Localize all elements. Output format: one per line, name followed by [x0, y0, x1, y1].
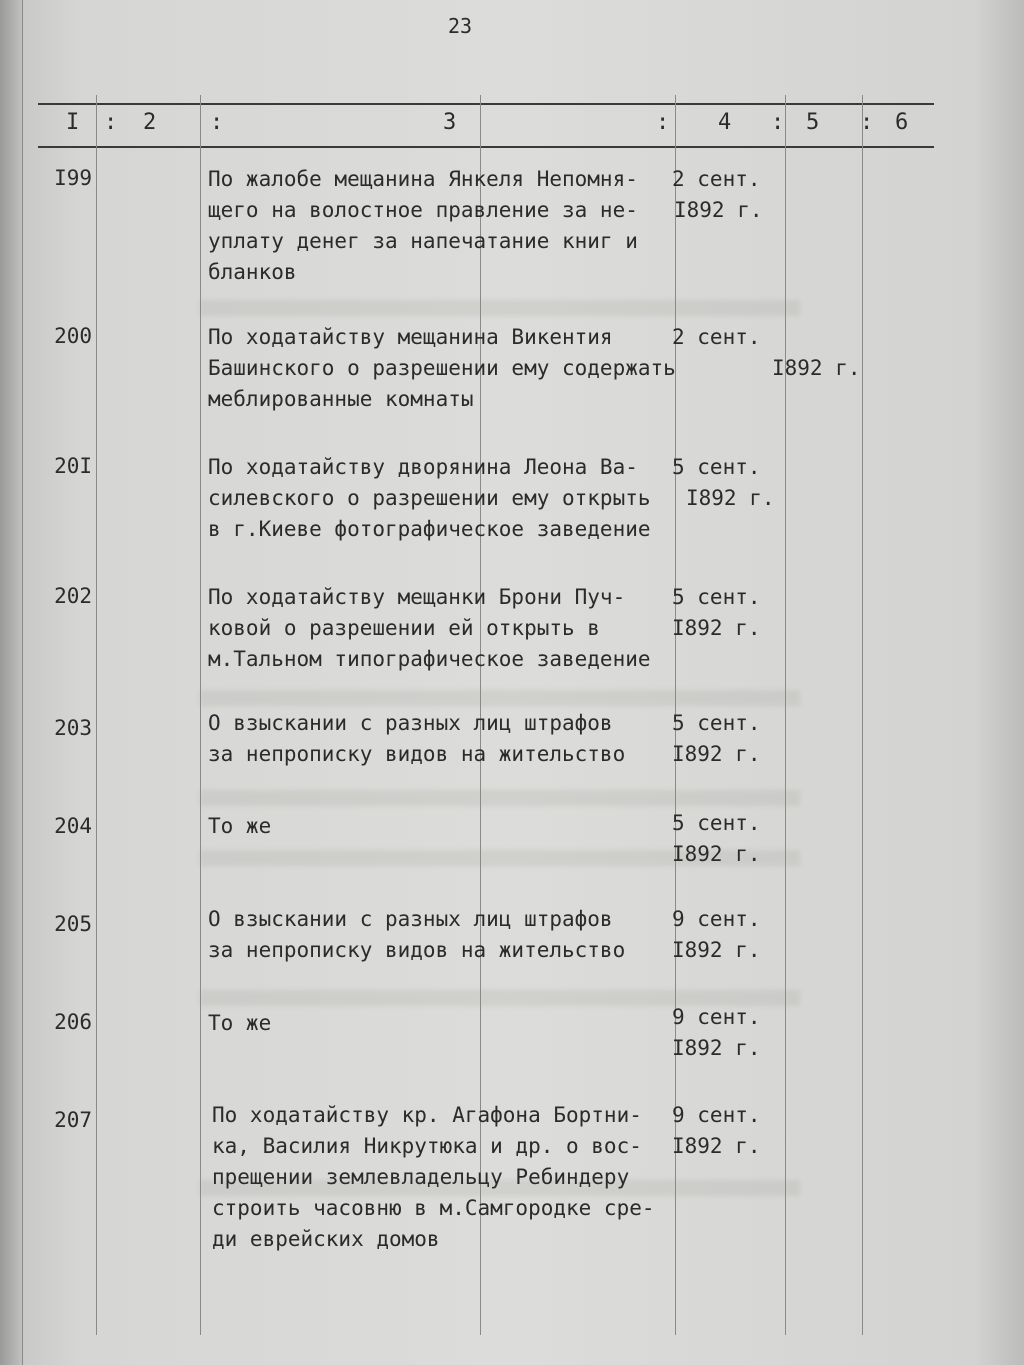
entry-date: 9 сент. I892 г.	[672, 1005, 761, 1060]
entry-number: 205	[54, 912, 92, 936]
header-col-5: 5	[806, 110, 820, 135]
entry-number: 200	[54, 324, 92, 348]
entry-description: По жалобе мещанина Янкеля Непомня- щего на волостное правление за не- уплату денег за напечатание книг и бланков	[208, 167, 638, 284]
header-bottom-rule	[38, 146, 934, 148]
entry-number: 202	[54, 584, 92, 608]
entry-date: 5 сент. I892 г.	[672, 811, 761, 866]
entry-number: 204	[54, 814, 92, 838]
entry-date: 2 сент. I892 г.	[672, 325, 861, 380]
column-divider	[200, 95, 201, 1335]
entry-number: 207	[54, 1108, 92, 1132]
entry-description: То же	[208, 1011, 272, 1035]
binding-edge	[0, 0, 23, 1365]
bleed-through	[200, 300, 800, 316]
column-divider	[862, 95, 863, 1335]
column-divider	[96, 95, 97, 1335]
header-col-1: I	[66, 110, 80, 135]
header-separator: :	[860, 110, 874, 135]
entry-date: 5 сент. I892 г.	[672, 711, 761, 766]
entry-number: 203	[54, 716, 92, 740]
page-shadow	[974, 0, 1024, 1365]
header-col-3: 3	[443, 110, 457, 135]
header-separator: :	[771, 110, 785, 135]
entry-description: По ходатайству мещанки Брони Пуч- ковой о разрешении ей открыть в м.Тальном типографическое заведение	[208, 585, 651, 671]
entry-description: То же	[208, 814, 272, 838]
bleed-through	[200, 790, 800, 806]
bleed-through	[200, 690, 800, 706]
entry-date: 5 сент. I892 г.	[672, 585, 761, 640]
page-number: 23	[447, 14, 473, 38]
entry-number: I99	[54, 166, 92, 190]
header-separator: :	[210, 110, 224, 135]
header-separator: :	[104, 110, 118, 135]
entry-description: По ходатайству мещанина Викентия Башинского о разрешении ему содержать меблированные комнаты	[208, 325, 676, 411]
entry-number: 20I	[54, 454, 92, 478]
header-top-rule	[38, 103, 934, 105]
header-separator: :	[656, 110, 670, 135]
header-col-2: 2	[143, 110, 157, 135]
header-col-6: 6	[895, 110, 909, 135]
entry-number: 206	[54, 1010, 92, 1034]
entry-description: По ходатайству кр. Агафона Бортни- ка, Василия Никрутюка и др. о вос- прещении землевладельцу Ребиндеру строить часовню в м.Самгородке сре- ди еврейских домов	[212, 1103, 655, 1251]
entry-description: По ходатайству дворянина Леона Ва- силевского о разрешении ему открыть в г.Киеве фотографическое заведение	[208, 455, 651, 541]
entry-date: 9 сент. I892 г.	[672, 1103, 761, 1158]
entry-date: 2 сент. I892 г.	[672, 167, 763, 222]
entry-date: 5 сент. I892 г.	[672, 455, 775, 510]
entry-description: О взыскании с разных лиц штрафов за непрописку видов на жительство	[208, 907, 626, 962]
header-col-4: 4	[718, 110, 732, 135]
entry-date: 9 сент. I892 г.	[672, 907, 761, 962]
entry-description: О взыскании с разных лиц штрафов за непрописку видов на жительство	[208, 711, 626, 766]
